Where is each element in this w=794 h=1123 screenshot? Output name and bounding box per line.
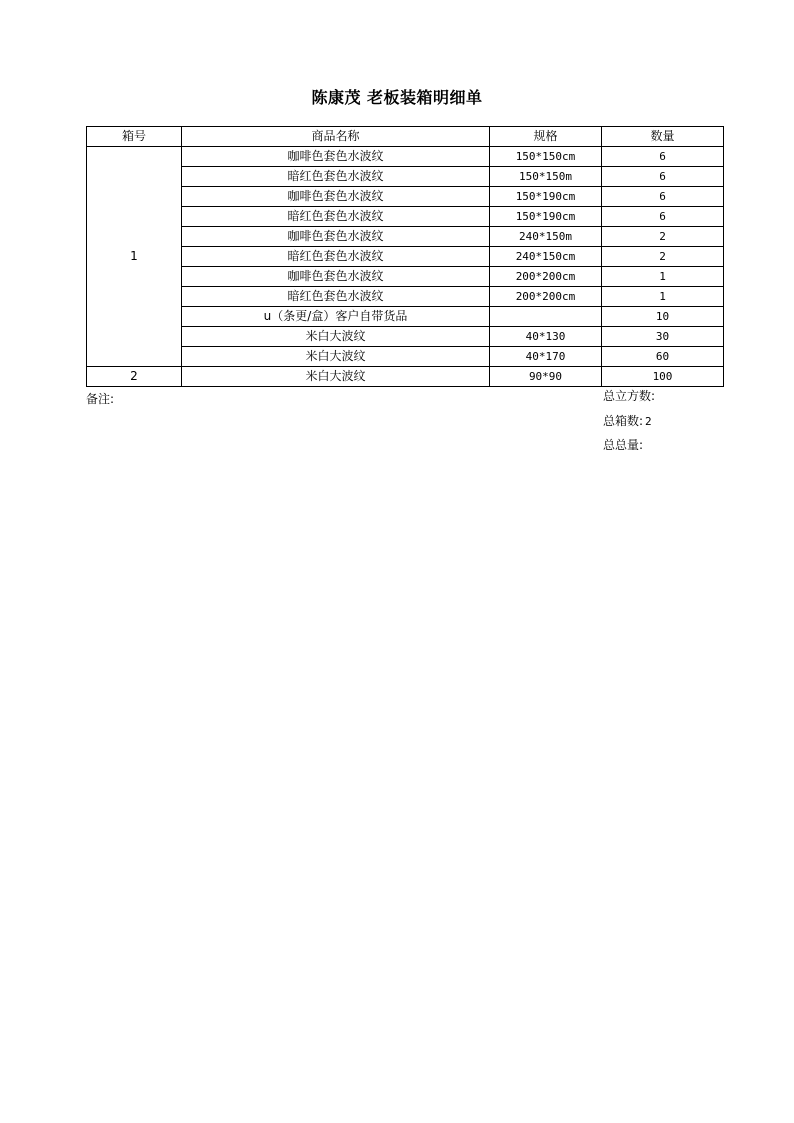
table-row [87, 207, 724, 227]
quantity-cell: 100 [602, 367, 724, 387]
table-row [87, 187, 724, 207]
table-row [87, 327, 724, 347]
product-name-cell: 米白大波纹 [182, 347, 490, 367]
notes-label: 备注: [86, 392, 115, 406]
header-box-number: 箱号 [87, 127, 182, 147]
spec-cell: 150*150cm [490, 147, 602, 167]
total-volume [603, 388, 657, 405]
table-row [87, 307, 724, 327]
product-name-cell: 暗红色套色水波纹 [182, 207, 490, 227]
quantity-cell: 1 [602, 267, 724, 287]
spec-cell: 90*90 [490, 367, 602, 387]
product-name-cell: 咖啡色套色水波纹 [182, 187, 490, 207]
quantity-cell: 2 [602, 247, 724, 267]
table-row [87, 367, 724, 387]
spec-cell: 150*190cm [490, 187, 602, 207]
quantity-cell: 1 [602, 287, 724, 307]
product-name-cell: 咖啡色套色水波纹 [182, 267, 490, 287]
table-row [87, 227, 724, 247]
table-header-row [87, 127, 724, 147]
spec-cell: 240*150cm [490, 247, 602, 267]
product-name-cell: 米白大波纹 [182, 327, 490, 347]
box-number-cell: 1 [87, 147, 182, 367]
total-weight [603, 437, 645, 454]
table-row [87, 287, 724, 307]
total-boxes-value: 2 [645, 415, 652, 428]
quantity-cell: 6 [602, 167, 724, 187]
quantity-cell: 6 [602, 147, 724, 167]
spec-cell: 150*190cm [490, 207, 602, 227]
product-name-cell: 暗红色套色水波纹 [182, 247, 490, 267]
product-name-cell: 暗红色套色水波纹 [182, 167, 490, 187]
product-name-cell: 暗红色套色水波纹 [182, 287, 490, 307]
product-name-cell: 咖啡色套色水波纹 [182, 227, 490, 247]
quantity-cell: 60 [602, 347, 724, 367]
spec-cell: 40*170 [490, 347, 602, 367]
product-name-cell: u（条更/盒）客户自带货品 [182, 307, 490, 327]
packing-list-table [86, 126, 724, 387]
product-name-cell: 米白大波纹 [182, 367, 490, 387]
quantity-cell: 2 [602, 227, 724, 247]
spec-cell: 200*200cm [490, 287, 602, 307]
table-body [87, 147, 724, 387]
quantity-cell: 6 [602, 207, 724, 227]
spec-cell [490, 307, 602, 327]
header-product-name: 商品名称 [182, 127, 490, 147]
spec-cell: 200*200cm [490, 267, 602, 287]
table-row [87, 247, 724, 267]
quantity-cell: 30 [602, 327, 724, 347]
header-quantity: 数量 [602, 127, 724, 147]
table-row [87, 167, 724, 187]
table-row [87, 147, 724, 167]
product-name-cell: 咖啡色套色水波纹 [182, 147, 490, 167]
total-weight-label: 总总量: [603, 438, 644, 452]
spec-cell: 40*130 [490, 327, 602, 347]
quantity-cell: 10 [602, 307, 724, 327]
header-spec: 规格 [490, 127, 602, 147]
table-row [87, 347, 724, 367]
total-boxes-label: 总箱数: [603, 414, 644, 428]
table-row [87, 267, 724, 287]
spec-cell: 150*150m [490, 167, 602, 187]
document-title: 陈康茂 老板装箱明细单 [311, 88, 483, 107]
spec-cell: 240*150m [490, 227, 602, 247]
box-number-cell: 2 [87, 367, 182, 387]
total-boxes [603, 413, 652, 430]
total-volume-label: 总立方数: [603, 389, 656, 403]
quantity-cell: 6 [602, 187, 724, 207]
